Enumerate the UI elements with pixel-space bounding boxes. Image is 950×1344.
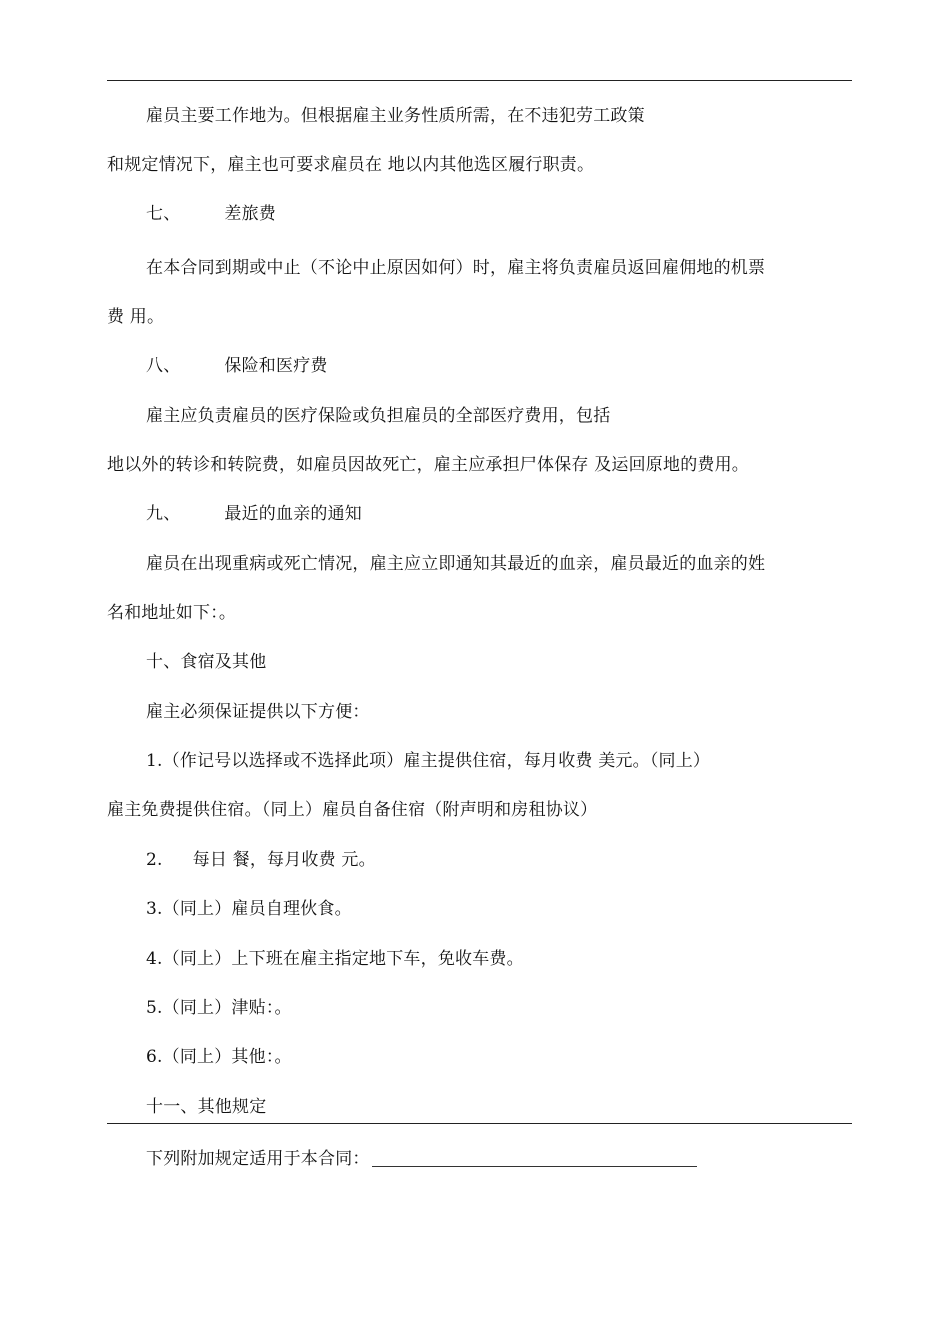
section-11-heading: 十一、其他规定 [146, 1097, 267, 1117]
item-4: 4.（同上）上下班在雇主指定地下车，免收车费。 [146, 949, 524, 969]
section-9-heading [146, 503, 362, 525]
insurance-line-2: 地以外的转诊和转院费，如雇员因故死亡，雇主应承担尸体保存 及运回原地的费用。 [107, 455, 750, 475]
travel-line-1: 在本合同到期或中止（不论中止原因如何）时，雇主将负责雇员返回雇佣地的机票 [146, 258, 766, 278]
facilities-intro: 雇主必须保证提供以下方便： [146, 702, 370, 722]
section-7-heading [146, 203, 276, 225]
item-6: 6.（同上）其他：。 [146, 1047, 292, 1067]
item-5: 5.（同上）津贴：。 [146, 998, 292, 1018]
section-9-title: 最近的血亲的通知 [224, 504, 363, 524]
item-1-line-2: 雇主免费提供住宿。（同上）雇员自备住宿（附声明和房租协议） [107, 800, 598, 820]
kin-line-2: 名和地址如下：。 [107, 603, 237, 623]
section-7-number: 七、 [146, 204, 181, 224]
section-9-number: 九、 [146, 504, 181, 524]
item-2-number: 2. [146, 850, 163, 870]
kin-line-1: 雇员在出现重病或死亡情况，雇主应立即通知其最近的血亲，雇员最近的血亲的姓 [146, 554, 766, 574]
additional-provisions-blank[interactable] [372, 1150, 697, 1167]
section-7-title: 差旅费 [224, 204, 277, 224]
insurance-line-1: 雇主应负责雇员的医疗保险或负担雇员的全部医疗费用，包括 [146, 406, 611, 426]
header-rule [107, 80, 852, 81]
section-8-number: 八、 [146, 356, 181, 376]
work-location-line-2: 和规定情况下，雇主也可要求雇员在 地以内其他选区履行职责。 [107, 155, 595, 175]
item-2 [146, 849, 376, 871]
section-10-heading: 十、食宿及其他 [146, 652, 267, 672]
item-1-line-1: 1.（作记号以选择或不选择此项）雇主提供住宿，每月收费 美元。（同上） [146, 751, 711, 771]
travel-line-2: 费 用。 [107, 307, 165, 327]
work-location-line-1: 雇员主要工作地为。但根据雇主业务性质所需，在不违犯劳工政策 [146, 106, 645, 126]
section-8-heading [146, 355, 328, 377]
item-2-text: 每日 餐，每月收费 元。 [192, 850, 376, 870]
additional-provisions-label: 下列附加规定适用于本合同： [146, 1149, 370, 1169]
section-rule [107, 1123, 852, 1124]
additional-provisions [146, 1148, 697, 1170]
item-3: 3.（同上）雇员自理伙食。 [146, 899, 352, 919]
section-8-title: 保险和医疗费 [224, 356, 328, 376]
